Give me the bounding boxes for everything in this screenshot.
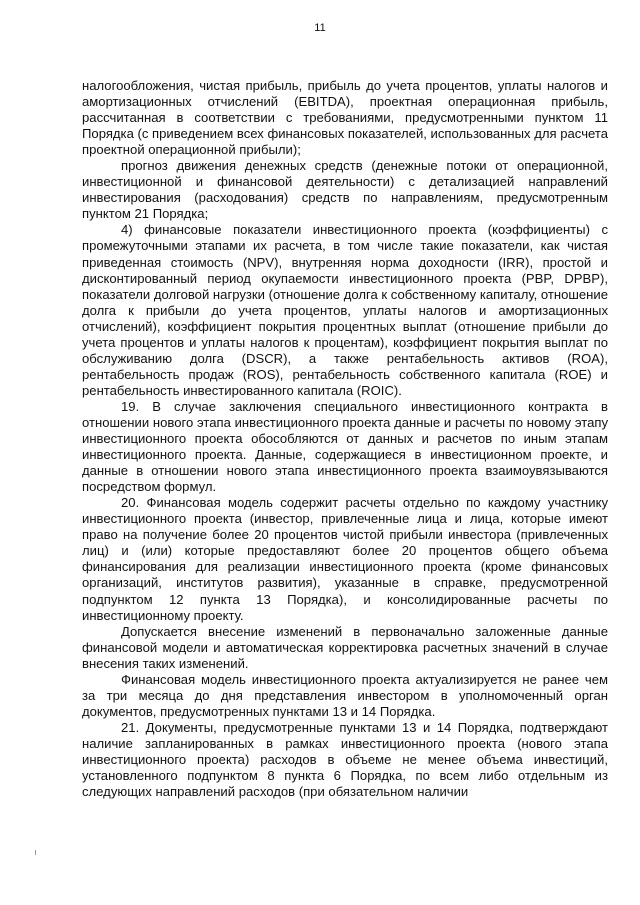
paragraph-model-changes: Допускается внесение изменений в первоначально заложенные данные финансовой модели и автоматическая корректировка расчетных значений в случае внесения таких изменений.: [82, 623, 608, 671]
paragraph-item-19: 19. В случае заключения специального инвестиционного контракта в отношении нового этапа инвестиционного проекта данные и расчеты по новому этапу инвестиционного проекта обособляются от данных и расчетов по иным этапам инвестиционного проекта. Данные, содержащиеся в инвестиционном проекте, и данные в отношении нового этапа инвестиционного проекта взаимоувязываются посредством формул.: [82, 398, 608, 495]
paragraph-item-21: 21. Документы, предусмотренные пунктами 13 и 14 Порядка, подтверждают наличие запланированных в рамках инвестиционного проекта (нового этапа инвестиционного проекта) расходов в объеме не менее объема инвестиций, установленного подпунктом 8 пункта 6 Порядка, по всем либо отдельным из следующих направлений расходов (при обязательном наличии: [82, 719, 608, 800]
paragraph-model-update: Финансовая модель инвестиционного проекта актуализируется не ранее чем за три месяца до дня представления инвестором в уполномоченный орган документов, предусмотренных пунктами 13 и 14 Порядка.: [82, 671, 608, 719]
margin-mark: [35, 850, 36, 855]
document-text-body: [82, 78, 608, 800]
paragraph-continuation: налогообложения, чистая прибыль, прибыль до учета процентов, уплаты налогов и амортизационных отчислений (EBITDA), проектная операционная прибыль, рассчитанная в соответствии с требованиями, предусмотренными пунктом 11 Порядка (с приведением всех финансовых показателей, использованных для расчета проектной операционной прибыли);: [82, 78, 609, 158]
paragraph-cash-flow-forecast: прогноз движения денежных средств (денежные потоки от операционной, инвестиционной и финансовой деятельности) с детализацией направлений инвестирования (расходования) средств по направлениям, предусмотренным пунктом 21 Порядка;: [82, 158, 608, 222]
paragraph-item-4-financial-indicators: 4) финансовые показатели инвестиционного проекта (коэффициенты) с промежуточными этапами их расчета, в том числе такие показатели, как чистая приведенная стоимость (NPV), внутренняя норма доходности (IRR), простой и дисконтированный период окупаемости инвестиционного проекта (PBP, DPBP), показатели долговой нагрузки (отношение долга к собственному капиталу, отношение долга к прибыли до учета процентов, уплаты налогов и амортизационных отчислений), коэффициент покрытия процентных выплат (отношение прибыли до учета процентов и уплаты налогов к процентам), коэффициент покрытия выплат по обслуживанию долга (DSCR), а также рентабельность активов (ROA), рентабельность продаж (ROS), рентабельность собственного капитала (ROE) и рентабельность инвестированного капитала (ROIC).: [82, 222, 608, 398]
paragraph-item-20: 20. Финансовая модель содержит расчеты отдельно по каждому участнику инвестиционного проекта (инвестор, привлеченные лица и лица, которые имеют право на получение более 20 процентов чистой прибыли инвестора (привлеченных лиц) и (или) которые предоставляют более 20 процентов общего объема финансирования для реализации инвестиционного проекта (кроме финансовых организаций, институтов развития), указанные в справке, предусмотренной подпунктом 12 пункта 13 Порядка), и консолидированные расчеты по инвестиционному проекту.: [82, 495, 608, 623]
page-number: 11: [314, 22, 326, 34]
